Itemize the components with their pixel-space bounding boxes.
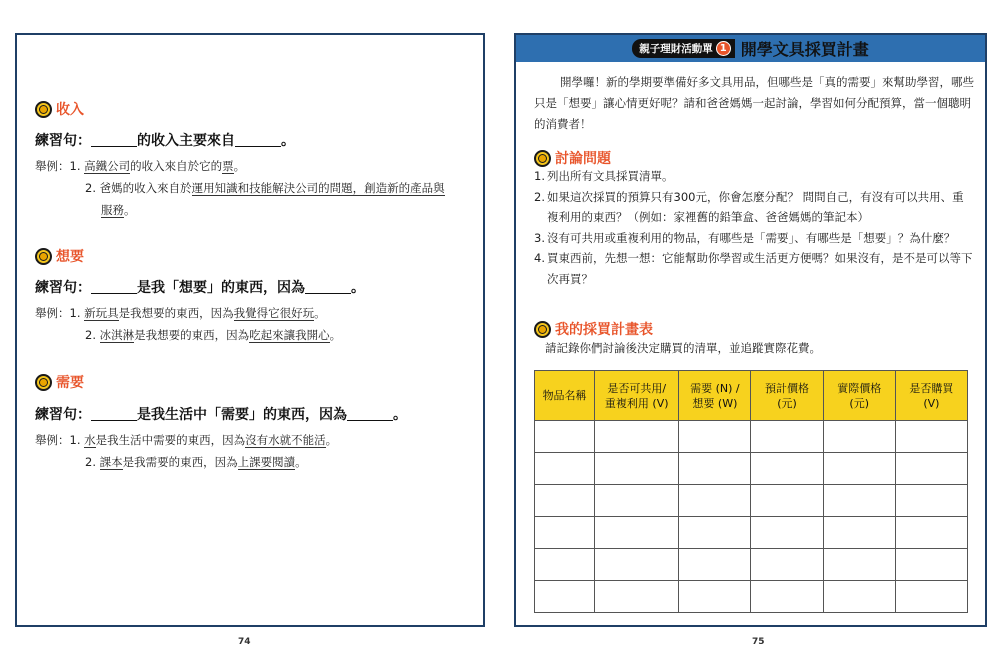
question-item: 2. 如果這次採買的預算只有300元，你會怎麼分配？ 問問自己，有沒有可以共用、重複利用的東西？（例如：家裡舊的鉛筆盒、爸爸媽媽的筆記本）: [534, 189, 964, 224]
table-cell[interactable]: [895, 453, 967, 485]
example-line: 服務。: [101, 203, 136, 217]
column-header: 預計價格 (元): [751, 371, 823, 421]
coin-icon: [35, 248, 52, 265]
examples-income: [35, 155, 445, 221]
table-row: [535, 581, 968, 613]
answer-blank[interactable]: [235, 133, 281, 147]
table-cell[interactable]: [679, 453, 751, 485]
table-cell[interactable]: [823, 453, 895, 485]
table-cell[interactable]: [895, 549, 967, 581]
table-cell[interactable]: [595, 581, 679, 613]
table-cell[interactable]: [535, 581, 595, 613]
page-number-right: 75: [752, 637, 765, 647]
question-item: 1. 列出所有文具採買清單。: [534, 169, 674, 183]
table-row: [535, 517, 968, 549]
activity-tag: 親子理財活動單 1: [632, 39, 735, 58]
table-cell[interactable]: [679, 421, 751, 453]
table-cell[interactable]: [679, 485, 751, 517]
purchase-plan-table: [534, 370, 968, 613]
table-cell[interactable]: [823, 421, 895, 453]
coin-icon: [534, 321, 551, 338]
table-cell[interactable]: [595, 485, 679, 517]
table-cell[interactable]: [823, 549, 895, 581]
examples-want: [35, 302, 341, 346]
table-cell[interactable]: [751, 581, 823, 613]
column-header: 是否可共用/ 重複利用 (V): [595, 371, 679, 421]
table-cell[interactable]: [595, 549, 679, 581]
answer-blank[interactable]: [91, 407, 137, 421]
section-heading-want: 想要: [35, 246, 84, 266]
intro-paragraph: 開學囉！新的學期要準備好多文具用品，但哪些是「真的需要」來幫助學習，哪些只是「想要」讓心情更好呢？請和爸爸媽媽一起討論，學習如何分配預算，當一個聰明的消費者！: [534, 75, 974, 131]
column-header: 是否購買 (V): [895, 371, 967, 421]
table-cell[interactable]: [895, 421, 967, 453]
table-row: [535, 549, 968, 581]
table-cell[interactable]: [895, 485, 967, 517]
right-page: [514, 33, 987, 627]
table-cell[interactable]: [679, 517, 751, 549]
table-cell[interactable]: [535, 453, 595, 485]
discussion-questions: [534, 166, 974, 289]
table-cell[interactable]: [535, 421, 595, 453]
section-heading-need: 需要: [35, 372, 84, 392]
activity-number-badge: 1: [716, 41, 731, 56]
page-title: 開學文具採買計畫: [740, 40, 869, 59]
practice-sentence-need: 練習句： 是我生活中「需要」的東西，因為 。: [35, 407, 407, 423]
table-cell[interactable]: [751, 485, 823, 517]
column-header: 實際價格 (元): [823, 371, 895, 421]
table-row: [535, 485, 968, 517]
table-cell[interactable]: [895, 581, 967, 613]
table-row: [535, 421, 968, 453]
table-cell[interactable]: [535, 485, 595, 517]
example-line: 2. 爸媽的收入來自於運用知識和技能解決公司的問題，創造新的產品與: [85, 181, 445, 195]
plan-description: 請記錄你們討論後決定購買的清單，並追蹤實際花費。: [545, 341, 821, 355]
table-cell[interactable]: [751, 517, 823, 549]
question-item: 4. 買東西前，先想一想：它能幫助你學習或生活更方便嗎？如果沒有，是不是可以等下次再買？: [534, 251, 973, 286]
example-line: 舉例：1. 新玩具是我想要的東西，因為我覺得它很好玩。: [35, 306, 326, 320]
table-cell[interactable]: [595, 453, 679, 485]
answer-blank[interactable]: [305, 280, 351, 294]
answer-blank[interactable]: [91, 133, 137, 147]
answer-blank[interactable]: [91, 280, 137, 294]
table-cell[interactable]: [595, 421, 679, 453]
question-item: 3. 沒有可共用或重複利用的物品，有哪些是「需要」、有哪些是「想要」？為什麼？: [534, 230, 956, 245]
section-heading-plan: 我的採買計畫表: [534, 319, 653, 339]
example-line: 2. 冰淇淋是我想要的東西，因為吃起來讓我開心。: [85, 328, 342, 342]
table-cell[interactable]: [823, 581, 895, 613]
table-cell[interactable]: [823, 517, 895, 549]
table-cell[interactable]: [751, 549, 823, 581]
coin-icon: [35, 374, 52, 391]
table-cell[interactable]: [595, 517, 679, 549]
table-cell[interactable]: [823, 485, 895, 517]
table-cell[interactable]: [535, 517, 595, 549]
practice-sentence-want: 練習句： 是我「想要」的東西，因為 。: [35, 280, 365, 296]
table-row: [535, 453, 968, 485]
answer-blank[interactable]: [347, 407, 393, 421]
example-line: 2. 課本是我需要的東西，因為上課要閱讀。: [85, 455, 307, 469]
column-header: 需要 (N) / 想要 (W): [679, 371, 751, 421]
table-cell[interactable]: [751, 453, 823, 485]
example-line: 舉例：1. 高鐵公司的收入來自於它的票。: [35, 159, 246, 173]
example-line: 舉例：1. 水是我生活中需要的東西，因為沒有水就不能活。: [35, 433, 338, 447]
left-page: [15, 33, 485, 627]
table-header-row: [535, 371, 968, 421]
table-cell[interactable]: [679, 581, 751, 613]
section-heading-income: 收入: [35, 99, 84, 119]
table-cell[interactable]: [535, 549, 595, 581]
coin-icon: [534, 150, 551, 167]
column-header: 物品名稱: [535, 371, 595, 421]
page-number-left: 74: [238, 637, 251, 647]
section-heading-discussion: 討論問題: [534, 148, 611, 168]
title-bar: [516, 35, 985, 62]
table-cell[interactable]: [679, 549, 751, 581]
practice-sentence-income: 練習句： 的收入主要來自 。: [35, 133, 295, 149]
table-cell[interactable]: [895, 517, 967, 549]
coin-icon: [35, 101, 52, 118]
table-cell[interactable]: [751, 421, 823, 453]
examples-need: [35, 429, 337, 473]
